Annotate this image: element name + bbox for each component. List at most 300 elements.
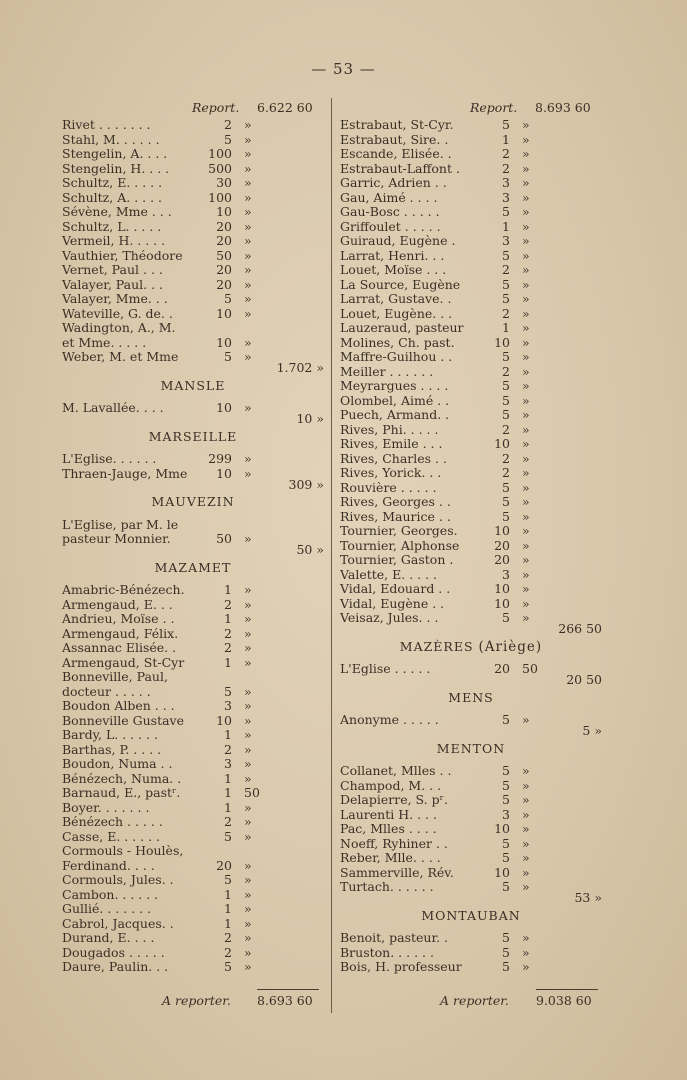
donor-name: Cormouls, Jules. .	[62, 872, 174, 887]
donor-cents: »	[244, 349, 252, 364]
donor-cents: »	[244, 218, 252, 234]
donor-name: Tournier, Georges.	[340, 523, 458, 538]
donor-amount: 2	[224, 814, 232, 829]
subtotal: 10 »	[296, 411, 324, 426]
footer-rule	[536, 989, 598, 990]
donor-amount: 2	[502, 465, 510, 480]
donor-cents: »	[522, 450, 530, 466]
donor-cents: »	[244, 756, 252, 771]
donor-name: Meiller . . . . . .	[340, 363, 434, 379]
donor-cents: »	[522, 392, 530, 408]
donor-name: Tournier, Gaston .	[340, 552, 454, 567]
donor-cents: »	[522, 494, 530, 509]
list-item	[340, 946, 602, 961]
donor-name: Lauzeraud, pasteur	[340, 320, 464, 335]
list-item	[340, 234, 602, 249]
donor-amount: 10	[216, 465, 232, 481]
donor-cents: »	[522, 959, 530, 974]
donor-amount: 2	[224, 944, 232, 960]
donor-amount: 5	[224, 291, 232, 306]
donor-amount: 10	[494, 581, 510, 596]
donor-cents: »	[522, 821, 530, 836]
donor-amount: 2	[502, 262, 510, 277]
donor-cents: »	[244, 959, 252, 974]
list-item	[340, 336, 602, 351]
donor-amount: 1	[224, 727, 232, 742]
list-item	[62, 960, 324, 975]
list-item	[340, 851, 602, 866]
donor-amount: 1	[224, 915, 232, 931]
list-item	[62, 931, 324, 946]
donor-amount: 5	[502, 777, 510, 793]
list-item	[62, 772, 324, 787]
donor-name: Daure, Paulin. . .	[62, 959, 169, 974]
donor-cents: »	[244, 698, 252, 713]
donor-amount: 5	[224, 959, 232, 974]
list-item	[340, 568, 602, 583]
donor-cents: »	[522, 189, 530, 205]
donor-amount: 20	[494, 661, 510, 676]
list-item	[340, 808, 602, 823]
section-title-text: MANSLE	[160, 377, 226, 393]
donor-cents: »	[522, 233, 530, 248]
donor-name: Vermeil, H. . . . .	[62, 233, 166, 248]
donor-name: Bénézech . . . . .	[62, 814, 163, 829]
donor-name: L'Eglise . . . . .	[340, 661, 431, 676]
list-item	[62, 205, 324, 220]
list-item	[62, 263, 324, 278]
section-title	[62, 430, 324, 445]
donor-name: Valayer, Mme. . .	[62, 291, 168, 306]
spacer	[62, 416, 324, 430]
list-item	[340, 249, 602, 264]
report-line	[62, 100, 324, 118]
report-label: Report.	[192, 100, 240, 115]
donor-name: Ferdinand. . . .	[62, 857, 155, 873]
donor-amount: 3	[224, 698, 232, 713]
donor-name: Louet, Moïse . . .	[340, 262, 447, 277]
donor-cents: »	[522, 850, 530, 865]
donor-cents: »	[244, 233, 252, 248]
donor-name: Noeff, Ryhiner . .	[340, 835, 448, 851]
list-item	[62, 656, 324, 671]
donor-amount: 5	[224, 349, 232, 364]
donor-amount: 3	[224, 756, 232, 771]
donor-name: Vidal, Eugène . .	[340, 595, 445, 611]
donor-amount: 10	[216, 305, 232, 321]
donor-name: Estrabaut, St-Cyr.	[340, 117, 454, 132]
donor-amount: 10	[494, 595, 510, 611]
list-item	[340, 779, 602, 794]
list-item	[340, 712, 602, 738]
donor-cents: »	[244, 886, 252, 902]
donor-name: Larrat, Henri. . .	[340, 247, 445, 263]
donor-name: Turtach. . . . . .	[340, 879, 434, 894]
donor-cents: »	[522, 218, 530, 234]
donor-name: Estrabaut-Laffont .	[340, 160, 460, 176]
donor-amount: 10	[494, 821, 510, 836]
spacer	[340, 728, 602, 742]
donor-amount: 5	[502, 850, 510, 865]
donor-name: Delapierre, S. pʳ.	[340, 792, 448, 807]
donor-cents: »	[522, 407, 530, 422]
donor-cents: »	[244, 611, 252, 626]
donor-name: Andrieu, Moïse . .	[62, 611, 175, 626]
donor-cents: »	[244, 625, 252, 641]
donor-amount: 100	[208, 146, 232, 161]
donor-amount: 5	[502, 712, 510, 727]
donor-cents: »	[244, 944, 252, 960]
donor-name: Armengaud, Félix.	[62, 625, 179, 641]
donor-name: Bois, H. professeur	[340, 959, 462, 974]
donor-amount: 5	[502, 291, 510, 306]
spacer	[340, 895, 602, 909]
donor-name: Molines, Ch. past.	[340, 334, 455, 350]
donor-amount: 5	[502, 247, 510, 263]
donor-cents: »	[244, 160, 252, 176]
list-item	[340, 205, 602, 220]
section-title	[340, 640, 602, 655]
donor-amount: 5	[502, 792, 510, 807]
donor-amount: 20	[216, 276, 232, 292]
donor-name: Cabrol, Jacques. .	[62, 915, 174, 931]
donor-amount: 10	[494, 864, 510, 880]
donor-cents: »	[244, 741, 252, 757]
donor-amount: 5	[502, 835, 510, 851]
list-item	[340, 220, 602, 235]
donor-name: Anonyme . . . . .	[340, 712, 439, 727]
donor-name: Benoit, pasteur. .	[340, 930, 448, 945]
donor-cents: »	[522, 247, 530, 263]
donor-name: pasteur Monnier.	[62, 531, 171, 546]
donor-name: Collanet, Mlles . .	[340, 763, 452, 778]
donor-name: Boudon, Numa . .	[62, 756, 173, 771]
donor-cents: »	[522, 291, 530, 306]
donor-name: Rouvière . . . . .	[340, 479, 437, 495]
spacer	[62, 547, 324, 561]
donor-cents: »	[522, 777, 530, 793]
section-title-text: MENTON	[436, 740, 506, 756]
list-item	[340, 960, 602, 975]
donor-cents: »	[244, 654, 252, 670]
list-item	[62, 176, 324, 191]
donor-cents: »	[244, 531, 252, 546]
donor-amount: 1	[224, 785, 232, 800]
donor-amount: 5	[502, 930, 510, 945]
subtotal: 20 50	[566, 672, 602, 687]
donor-amount: 20	[216, 857, 232, 873]
donor-cents: »	[522, 305, 530, 321]
list-item	[62, 118, 324, 133]
donor-amount: 2	[502, 450, 510, 466]
list-item	[62, 888, 324, 903]
list-item	[340, 524, 602, 539]
list-item	[340, 437, 602, 452]
list-item	[340, 481, 602, 496]
subtotal: 53 »	[574, 890, 602, 905]
list-item	[62, 583, 324, 598]
list-item	[340, 866, 602, 881]
list-item	[340, 278, 602, 293]
donor-cents: »	[244, 872, 252, 887]
list-item	[62, 465, 324, 492]
donor-name: Valette, E. . . . .	[340, 566, 438, 582]
donor-amount: 20	[216, 262, 232, 277]
donor-name: et Mme. . . . .	[62, 334, 147, 350]
donor-name: Thraen-Jauge, Mme	[62, 465, 188, 481]
list-item	[62, 728, 324, 743]
section-title-extra: (Ariège)	[478, 638, 543, 655]
donor-amount: 3	[502, 233, 510, 248]
donor-cents: »	[522, 523, 530, 538]
list-item	[62, 249, 324, 264]
donor-cents: »	[522, 712, 530, 727]
list-item	[340, 365, 602, 380]
donor-cents: »	[522, 944, 530, 960]
donor-name: Garric, Adrien . .	[340, 175, 447, 190]
page-number: — 53 —	[311, 60, 376, 78]
list-item	[62, 307, 324, 322]
donor-amount: 1	[224, 886, 232, 902]
donor-amount: 10	[216, 334, 232, 350]
list-item	[340, 539, 602, 554]
donor-amount: 2	[502, 421, 510, 437]
list-item	[62, 786, 324, 801]
donor-cents: »	[244, 930, 252, 945]
section-title	[340, 742, 602, 757]
donor-cents: »	[244, 640, 252, 655]
donor-name: Cambon. . . . . .	[62, 886, 159, 902]
donor-name: Griffoulet . . . . .	[340, 218, 441, 234]
donor-amount: 3	[502, 189, 510, 205]
donor-name: Armengaud, St-Cyr	[62, 654, 185, 670]
donor-name: Valayer, Paul. . .	[62, 276, 164, 292]
footer-label: A reporter.	[440, 993, 509, 1008]
donor-name: L'Eglise. . . . . .	[62, 451, 157, 466]
donor-amount: 2	[502, 305, 510, 321]
donor-cents: »	[522, 864, 530, 880]
list-item	[62, 234, 324, 249]
donor-amount: 10	[494, 334, 510, 350]
donor-name: Reber, Mlle. . . .	[340, 850, 441, 865]
donor-name: Guiraud, Eugène .	[340, 233, 456, 248]
spacer	[62, 481, 324, 495]
donor-cents: »	[522, 334, 530, 350]
donor-amount: 2	[502, 146, 510, 161]
list-item	[340, 379, 602, 394]
donor-cents: »	[244, 727, 252, 742]
donor-amount: 1	[224, 611, 232, 626]
donor-name: Escande, Elisée. .	[340, 146, 452, 161]
donor-name: Rives, Maurice . .	[340, 508, 451, 524]
donor-cents: »	[522, 566, 530, 582]
donor-amount: 3	[502, 566, 510, 582]
donor-name: Dougados . . . . .	[62, 944, 165, 960]
donor-name: Bonneville Gustave	[62, 712, 185, 728]
donor-name: La Source, Eugène	[340, 276, 461, 292]
donor-name: Louet, Eugène. . .	[340, 305, 453, 321]
donor-cents: »	[244, 465, 252, 481]
donor-amount: 10	[216, 204, 232, 219]
spacer	[340, 677, 602, 691]
list-item	[340, 553, 602, 568]
list-item	[62, 714, 324, 729]
donor-name: Rives, Charles . .	[340, 450, 447, 466]
donor-name: Bardy, L. . . . . .	[62, 727, 158, 742]
subtotal: 50 »	[296, 542, 324, 557]
donor-cents: »	[244, 276, 252, 292]
donor-amount: 2	[224, 625, 232, 641]
list-item	[62, 917, 324, 932]
subtotal: 5 »	[582, 723, 602, 738]
donor-amount: 1	[224, 654, 232, 670]
donor-name: Rives, Emile . . .	[340, 436, 443, 451]
report-amount: 6.622 60	[257, 100, 313, 115]
donor-amount: 20	[494, 552, 510, 567]
donor-name: Armengaud, E. . .	[62, 596, 173, 612]
donor-cents: »	[244, 146, 252, 161]
donor-cents: »	[244, 400, 252, 415]
donor-name: docteur . . . . .	[62, 683, 151, 699]
donor-cents: »	[522, 378, 530, 393]
donor-name: Weber, M. et Mme	[62, 349, 179, 364]
donor-name: Durand, E. . . .	[62, 930, 155, 945]
donor-name: Rivet . . . . . . .	[62, 117, 151, 132]
list-item	[340, 423, 602, 438]
donor-cents: »	[244, 915, 252, 931]
list-item	[62, 844, 324, 859]
donor-cents: »	[522, 363, 530, 379]
list-item	[62, 743, 324, 758]
donor-name: Wadington, A., M.	[62, 320, 176, 335]
donor-amount: 1	[502, 320, 510, 335]
column-divider	[331, 98, 332, 1013]
donor-name: Assannac Elisée. .	[62, 640, 177, 655]
donor-cents: »	[244, 582, 252, 597]
list-item	[62, 191, 324, 206]
donor-name: Stengelin, A. . . .	[62, 146, 168, 161]
donor-amount: 5	[502, 392, 510, 408]
donor-name: Stengelin, H. . . .	[62, 160, 170, 176]
donor-amount: 500	[208, 160, 232, 176]
report-line	[340, 100, 602, 118]
donor-amount: 299	[208, 451, 232, 466]
donor-cents: »	[244, 117, 252, 132]
donor-amount: 3	[502, 806, 510, 822]
donor-name: Boudon Alben . . .	[62, 698, 175, 713]
list-item	[62, 400, 324, 426]
donor-cents: »	[522, 792, 530, 807]
donor-name: Olombel, Aimé . .	[340, 392, 450, 408]
donor-cents: »	[244, 305, 252, 321]
donor-name: Rives, Yorick. . .	[340, 465, 442, 480]
list-item	[62, 518, 324, 533]
donor-cents: »	[244, 799, 252, 815]
list-item	[62, 815, 324, 830]
donor-cents: »	[244, 770, 252, 786]
donor-name: Gau-Bosc . . . . .	[340, 204, 440, 219]
list-item	[340, 133, 602, 148]
donor-cents: »	[522, 806, 530, 822]
donor-amount: 10	[494, 523, 510, 538]
list-item	[62, 699, 324, 714]
donor-amount: 50	[216, 247, 232, 263]
donor-cents: »	[244, 175, 252, 190]
donor-amount: 3	[502, 175, 510, 190]
donor-amount: 20	[216, 218, 232, 234]
list-item	[340, 610, 602, 636]
list-item	[340, 931, 602, 946]
donor-cents: »	[244, 683, 252, 699]
donor-name: Tournier, Alphonse	[340, 537, 460, 553]
donor-cents: »	[522, 479, 530, 495]
donor-cents: »	[522, 320, 530, 335]
list-item	[62, 278, 324, 293]
list-item	[340, 162, 602, 177]
donor-name: Bonneville, Paul,	[62, 669, 168, 684]
donor-name: Vernet, Paul . . .	[62, 262, 163, 277]
donor-amount: 5	[502, 276, 510, 292]
donor-name: Wateville, G. de. .	[62, 305, 173, 321]
donor-cents: »	[244, 291, 252, 306]
donor-cents: »	[522, 508, 530, 524]
list-item	[62, 133, 324, 148]
donor-cents: »	[522, 465, 530, 480]
donor-name: Sammerville, Rév.	[340, 864, 454, 880]
subtotal: 266 50	[558, 621, 602, 636]
donor-name: Cormouls - Houlès,	[62, 843, 184, 858]
list-item	[340, 307, 602, 322]
section-title	[62, 561, 324, 576]
donor-cents: »	[522, 204, 530, 219]
donor-cents: »	[244, 247, 252, 263]
donor-name: Stahl, M. . . . . .	[62, 131, 160, 147]
donor-amount: 20	[494, 537, 510, 553]
list-item	[340, 292, 602, 307]
donor-amount: 2	[502, 160, 510, 176]
donor-cents: »	[244, 189, 252, 205]
list-item	[62, 757, 324, 772]
donor-amount: 1	[224, 582, 232, 597]
donor-name: Gau, Aimé . . . .	[340, 189, 438, 205]
donor-cents: »	[522, 763, 530, 778]
donor-amount: 1	[502, 218, 510, 234]
list-item	[62, 612, 324, 627]
list-item	[62, 902, 324, 917]
donor-cents: »	[522, 436, 530, 451]
donor-name: Sévène, Mme . . .	[62, 204, 172, 219]
donor-name: Rives, Phi. . . . .	[340, 421, 439, 437]
section-title-text: MONTAUBAN	[421, 907, 521, 923]
donor-amount: 10	[216, 712, 232, 728]
donor-cents: »	[522, 595, 530, 611]
list-item	[62, 336, 324, 351]
list-item	[340, 582, 602, 597]
right-footer	[340, 993, 602, 1009]
donor-cents: »	[522, 610, 530, 625]
donor-amount: 5	[502, 959, 510, 974]
donor-name: M. Lavallée. . . .	[62, 400, 164, 415]
list-item	[340, 879, 602, 905]
donor-name: Schultz, E. . . . .	[62, 175, 163, 190]
list-item	[340, 118, 602, 133]
donor-name: Champod, M. . .	[340, 777, 442, 793]
donor-amount: 5	[224, 872, 232, 887]
donor-amount: 5	[502, 494, 510, 509]
section-title-text: MENS	[448, 689, 494, 705]
donor-cents: »	[522, 879, 530, 894]
donor-name: Laurenti H. . . .	[340, 806, 437, 822]
